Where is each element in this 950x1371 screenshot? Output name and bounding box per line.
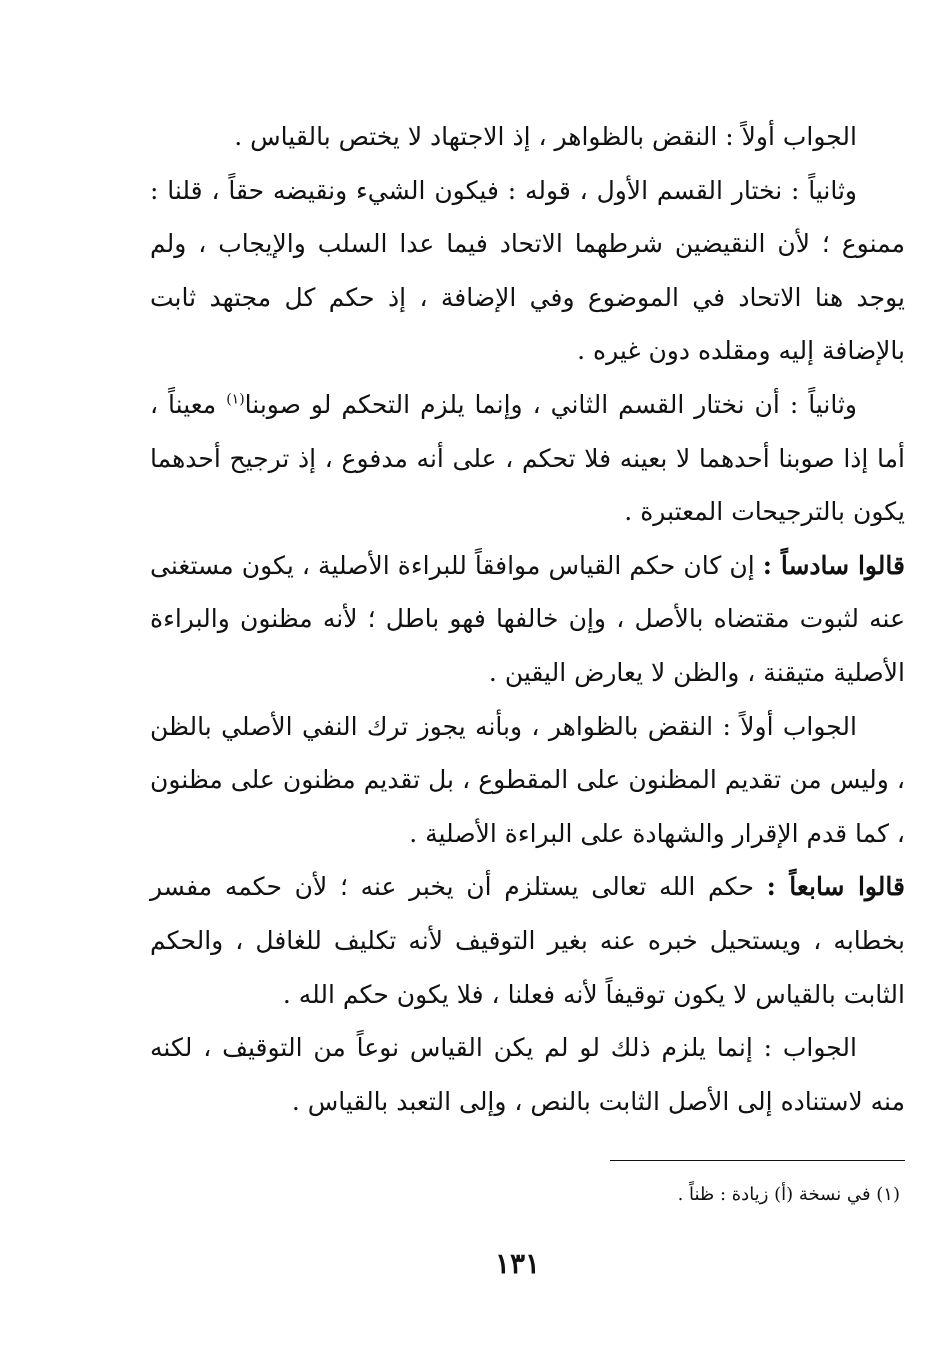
paragraph-2-text: وثانياً : نختار القسم الأول ، قوله : فيكون الشيء ونقيضه حقاً ، قلنا : ممنوع ؛ لأن النقيضين شرطهما الاتحاد فيما عدا السلب والإيجاب ، ولم يوجد هنا الاتحاد في الموضوع وفي الإضافة ، إذ حكم كل مجتهد ثابت بالإضافة إليه ومقلده دون غيره . — [150, 175, 905, 366]
footnote-reference: (١) — [226, 391, 245, 408]
paragraph-3-text-after: معيناً ، أما إذا صوبنا أحدهما لا بعينه فلا تحكم ، على أنه مدفوع ، إذ ترجيح أحدهما يكون بالترجيحات المعتبرة . — [150, 389, 905, 527]
paragraph-5 — [150, 700, 905, 861]
paragraph-5-text: الجواب أولاً : النقض بالظواهر ، وبأنه يجوز ترك النفي الأصلي بالظن ، وليس من تقديم المظنون على المقطوع ، بل تقديم مظنون على مظنون ، كما قدم الإقرار والشهادة على البراءة الأصلية . — [150, 711, 905, 848]
paragraph-7-text: الجواب : إنما يلزم ذلك لو لم يكن القياس نوعاً من التوقيف ، لكنه منه لاستناده إلى الأصل الثابت بالنص ، وإلى التعبد بالقياس . — [150, 1033, 905, 1116]
paragraph-1-text: الجواب أولاً : النقض بالظواهر ، إذ الاجتهاد لا يختص بالقياس . — [234, 122, 857, 151]
footnote-divider — [610, 1160, 905, 1161]
paragraph-6 — [150, 860, 905, 1021]
page-number: ١٣١ — [494, 1247, 541, 1280]
paragraph-4 — [150, 539, 905, 700]
paragraph-4-text: إن كان حكم القياس موافقاً للبراءة الأصلية ، يكون مستغنى عنه لثبوت مقتضاه بالأصل ، وإن خالفها فهو باطل ؛ لأنه مظنون والبراءة الأصلية متيقنة ، والظن لا يعارض اليقين . — [150, 550, 905, 687]
paragraph-7 — [150, 1021, 905, 1128]
paragraph-1 — [150, 110, 905, 164]
paragraph-6-text: حكم الله تعالى يستلزم أن يخبر عنه ؛ لأن حكمه مفسر بخطابه ، ويستحيل خبره عنه بغير التوقيف لأنه تكليف للغافل ، والحكم الثابت بالقياس لا يكون توقيفاً لأنه فعلنا ، فلا يكون حكم الله . — [150, 872, 905, 1009]
paragraph-3-text-before: وثانياً : أن نختار القسم الثاني ، وإنما يلزم التحكم لو صوبنا — [244, 389, 858, 419]
section-heading-sixth: قالوا سادساً : — [762, 550, 905, 580]
paragraph-2 — [150, 164, 905, 378]
main-text — [150, 110, 905, 1128]
footnote: (١) في نسخة (أ) زيادة : ظناً . — [677, 1184, 900, 1205]
section-heading-seventh: قالوا سابعاً : — [766, 872, 905, 902]
paragraph-3 — [150, 378, 905, 539]
